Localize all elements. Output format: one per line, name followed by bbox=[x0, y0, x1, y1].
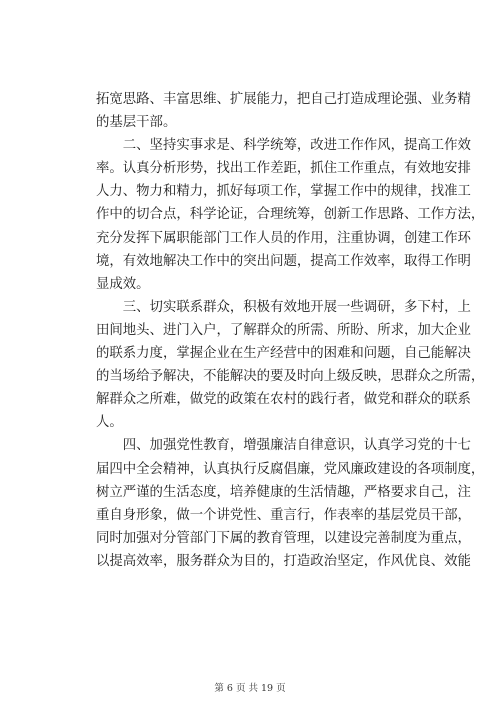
paragraph-3 bbox=[96, 296, 485, 435]
text-line: 树立严谨的生活态度，培养健康的生活情趣，严格要求自己，注 bbox=[96, 484, 471, 500]
text-line: 境，有效地解决工作中的突出问题，提高工作效率，取得工作明 bbox=[96, 253, 471, 269]
paragraph-4 bbox=[96, 434, 485, 573]
text-line: 重自身形象，做一个讲党性、重言行，作表率的基层党员干部， bbox=[96, 507, 471, 523]
document-body bbox=[96, 88, 485, 573]
paragraph-2 bbox=[96, 134, 485, 296]
text-line: 解群众之所难，做党的政策在农村的践行者，做党和群众的联系 bbox=[96, 392, 471, 408]
text-line: 田间地头、进门入户，了解群众的所需、所盼、所求，加大企业 bbox=[96, 322, 471, 338]
paragraph-continuation bbox=[96, 88, 471, 134]
text-line: 届四中全会精神，认真执行反腐倡廉，党风廉政建设的各项制度， bbox=[96, 461, 485, 477]
text-line: 的当场给予解决，不能解决的要及时向上级反映，思群众之所需， bbox=[96, 369, 485, 385]
page-number-footer: 第 6 页 共 19 页 bbox=[214, 683, 286, 694]
text-line: 显成效。 bbox=[96, 276, 150, 292]
text-line: 人。 bbox=[96, 415, 123, 431]
text-line: 同时加强对分管部门下属的教育管理，以建设完善制度为重点， bbox=[96, 530, 471, 546]
text-line: 拓宽思路、丰富思维、扩展能力，把自己打造成理论强、业务精 bbox=[96, 92, 471, 107]
text-line: 的基层干部。 bbox=[96, 115, 177, 131]
text-line: 以提高效率，服务群众为目的，打造政治坚定，作风优良、效能 bbox=[96, 553, 471, 569]
text-line: 作中的切合点，科学论证，合理统筹，创新工作思路、工作方法， bbox=[96, 207, 485, 223]
text-line: 四、加强党性教育，增强廉洁自律意识，认真学习党的十七 bbox=[96, 438, 471, 454]
text-line: 率。认真分析形势，找出工作差距，抓住工作重点，有效地安排 bbox=[96, 161, 471, 177]
text-line: 三、切实联系群众，积极有效地开展一些调研，多下村，上 bbox=[96, 299, 471, 315]
text-line: 充分发挥下属职能部门工作人员的作用，注重协调，创建工作环 bbox=[96, 230, 471, 246]
text-line: 二、坚持实事求是、科学统筹，改进工作作风，提高工作效 bbox=[96, 138, 471, 154]
text-line: 的联系力度，掌握企业在生产经营中的困难和问题，自己能解决 bbox=[96, 346, 471, 362]
text-line: 人力、物力和精力，抓好每项工作，掌握工作中的规律，找准工 bbox=[96, 184, 471, 200]
